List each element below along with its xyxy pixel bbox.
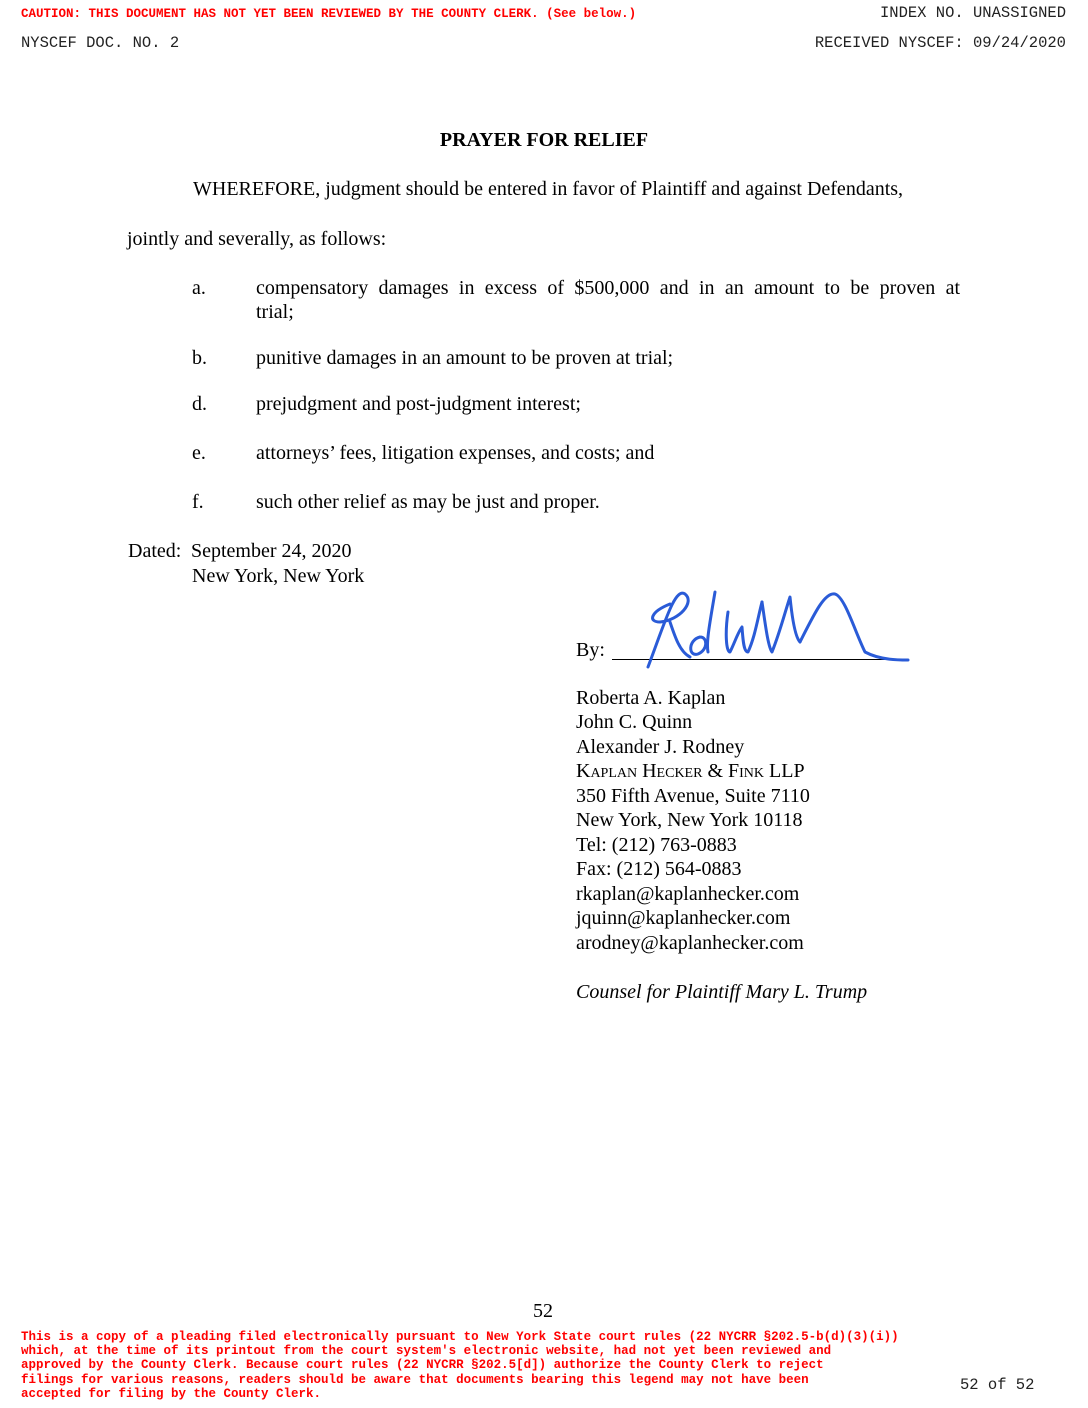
attorney-name: John C. Quinn [576, 711, 693, 733]
item-text: attorneys’ fees, litigation expenses, and costs; and [256, 442, 655, 464]
address-line: New York, New York 10118 [576, 809, 803, 831]
item-letter: e. [192, 442, 206, 464]
phone: Tel: (212) 763-0883 [576, 834, 737, 856]
address-line: 350 Fifth Avenue, Suite 7110 [576, 785, 810, 807]
intro-line-1: WHEREFORE, judgment should be entered in favor of Plaintiff and against Defendants, [193, 178, 904, 200]
item-text: punitive damages in an amount to be proven at trial; [256, 347, 674, 369]
page-of: 52 of 52 [960, 1376, 1035, 1394]
dated-place: New York, New York [192, 565, 365, 587]
email: jquinn@kaplanhecker.com [576, 907, 791, 929]
dated-label: Dated: [128, 540, 182, 562]
doc-number: NYSCEF DOC. NO. 2 [21, 34, 180, 52]
firm-name: Kaplan Hecker & Fink LLP [576, 760, 805, 782]
attorney-name: Roberta A. Kaplan [576, 687, 726, 709]
item-text-cont: trial; [256, 301, 294, 323]
footer-legend: This is a copy of a pleading filed electronically pursuant to New York State court rules (22 NYCRR §202.5-b(d)(3)(i)) which, at the time of its printout from the court system's electronic website, had not yet been reviewed and approved by the County Clerk. Because court rules (22 NYCRR §202.5[d]) authorize the County Clerk to reject filings for various reasons, readers should be aware that documents bearing this legend may not have been accepted for filing by the County Clerk. [21, 1330, 899, 1401]
index-number: INDEX NO. UNASSIGNED [879, 4, 1066, 22]
item-text: such other relief as may be just and proper. [256, 491, 600, 513]
item-text: compensatory damages in excess of $500,000 and in an amount to be proven at [256, 277, 960, 299]
item-letter: f. [192, 491, 204, 513]
by-label: By: [576, 639, 605, 661]
item-letter: b. [192, 347, 207, 369]
page-number: 52 [533, 1300, 553, 1322]
section-title: PRAYER FOR RELIEF [439, 129, 649, 151]
caution-banner: CAUTION: THIS DOCUMENT HAS NOT YET BEEN REVIEWED BY THE COUNTY CLERK. (See below.) [21, 7, 637, 21]
counsel-for: Counsel for Plaintiff Mary L. Trump [576, 981, 868, 1003]
received-date: RECEIVED NYSCEF: 09/24/2020 [814, 34, 1066, 52]
fax: Fax: (212) 564-0883 [576, 858, 742, 880]
email: rkaplan@kaplanhecker.com [576, 883, 800, 905]
item-letter: a. [192, 277, 206, 299]
intro-line-2: jointly and severally, as follows: [127, 228, 387, 250]
item-letter: d. [192, 393, 207, 415]
handwritten-signature [640, 582, 915, 672]
attorney-name: Alexander J. Rodney [576, 736, 745, 758]
email: arodney@kaplanhecker.com [576, 932, 804, 954]
item-text: prejudgment and post-judgment interest; [256, 393, 581, 415]
dated-date: September 24, 2020 [191, 540, 352, 562]
